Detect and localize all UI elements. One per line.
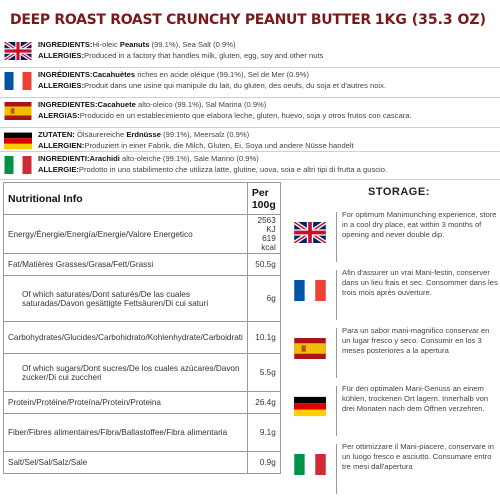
storage-row bbox=[294, 382, 500, 440]
storage-row bbox=[294, 208, 500, 266]
ingredients-prefix: Hi-oleic bbox=[92, 40, 120, 49]
germany-flag-icon bbox=[4, 132, 32, 150]
nutrient-name: Of which sugars/Dont sucres/De los cuales azúcares/Davon zucker/Di cui zuccheri bbox=[4, 354, 248, 392]
main-ingredient: Arachidi bbox=[89, 154, 120, 163]
nutrient-value: 9.1g bbox=[247, 414, 280, 452]
allergies-text: Produziert in einer Fabrik, die Milch, Gluten, Ei, Soya und andere Nüsse handelt bbox=[84, 140, 354, 150]
storage-text: Afin d'assurer un vrai Mani-festin, conserver dans un lieu frais et sec. Consommer dans les trois mois après ouverture. bbox=[342, 268, 498, 297]
nutrient-name: Carbohydrates/Glucides/Carbohidrato/Kohlenhydrate/Carboidrati bbox=[4, 322, 248, 354]
allergies-label: ALLERGIES: bbox=[38, 80, 84, 90]
italy-flag-icon bbox=[294, 454, 326, 475]
nutrient-value: 26.4g bbox=[247, 392, 280, 414]
ingredients-text bbox=[38, 130, 494, 151]
ingredients-row bbox=[0, 98, 500, 128]
nutrition-row bbox=[4, 254, 281, 276]
nutrition-row bbox=[4, 414, 281, 452]
ingredients-text bbox=[38, 40, 494, 61]
ingredients-row bbox=[0, 128, 500, 152]
ingredients-label: INGREDIENTS: bbox=[38, 40, 93, 49]
nutrient-name: Of which saturates/Dont saturés/De las cuales saturadas/Davon gesättigte Fettsäuren/Di cui saturi bbox=[4, 276, 248, 322]
ingredients-label: INGREDIENTI: bbox=[38, 154, 90, 163]
germany-flag-icon bbox=[294, 396, 326, 417]
storage-text: For optimum Manimunching experience, store in a cool dry place, eat within 3 months of opening and never double dip. bbox=[342, 210, 497, 239]
product-title: DEEP ROAST ROAST CRUNCHY PEANUT BUTTER bbox=[10, 12, 371, 28]
ingredients-text bbox=[38, 70, 494, 91]
ingredients-row bbox=[0, 68, 500, 98]
nutrition-header-label: Nutritional Info bbox=[4, 183, 248, 215]
nutrient-value: 2563 KJ 619 kcal bbox=[247, 215, 280, 254]
nutrient-value: 5.5g bbox=[247, 354, 280, 392]
divider bbox=[336, 444, 337, 494]
ingredients-prefix: Ölsäurereiche bbox=[74, 130, 127, 139]
ingredients-label: INGREDIENTES: bbox=[38, 100, 98, 109]
nutrition-table bbox=[3, 182, 281, 474]
nutrition-row bbox=[4, 452, 281, 474]
ingredients-rest: alto-oleico (99.1%), Sal Marina (0.9%) bbox=[135, 100, 267, 109]
italy-flag-icon bbox=[4, 156, 32, 174]
ingredients-rest: (99.1%), Meersalz (0.9%) bbox=[160, 130, 250, 139]
nutrition-header-value: Per 100g bbox=[247, 183, 280, 215]
divider bbox=[336, 328, 337, 378]
ingredients-text bbox=[38, 100, 494, 121]
allergies-text: Producido en un establecimiento que elabora leche, gluten, huevo, soja y otros frutos con cascara. bbox=[79, 110, 412, 120]
header bbox=[0, 0, 500, 38]
divider bbox=[336, 270, 337, 320]
allergies-label: ALERGIAS: bbox=[38, 110, 80, 120]
storage-row bbox=[294, 324, 500, 382]
ingredients-row bbox=[0, 152, 500, 180]
storage-text: Per ottimizzare il Mani-piacere, conservare in un luogo fresco e asciutto. Consumare entro tre mesi dall'apertura bbox=[342, 442, 494, 471]
allergies-label: ALLERGIEN: bbox=[38, 140, 85, 150]
nutrient-value: 6g bbox=[247, 276, 280, 322]
storage-text: Für den optimalen Mani-Genuss an einem kühlen, trockenen Ort lagern. Innerhalb von drei Monaten nach dem Öffnen verzehren. bbox=[342, 384, 489, 413]
main-ingredient: Cacahuètes bbox=[92, 70, 136, 79]
divider bbox=[336, 212, 337, 262]
nutrient-name: Fat/Matières Grasses/Grasa/Fett/Grassi bbox=[4, 254, 248, 276]
allergies-text: Produced in a factory that handles milk, gluten, egg, soy and other nuts bbox=[84, 50, 324, 60]
storage-row bbox=[294, 266, 500, 324]
ingredients-text bbox=[38, 154, 494, 175]
main-ingredient: Cacahuete bbox=[97, 100, 136, 109]
storage-title: STORAGE: bbox=[368, 186, 430, 198]
nutrition-row bbox=[4, 354, 281, 392]
storage-text: Para un sabor mani-magnifico conservar en un lugar fresco y seco. Consumir en los 3 meses posteriores a la apertura bbox=[342, 326, 490, 355]
product-weight: 1KG (35.3 OZ) bbox=[374, 12, 486, 28]
allergies-text: Prodotto in uno stabilimento che utilizza latte, glutine, uova, soia e altri tipi di frutta a guscio. bbox=[78, 164, 388, 174]
france-flag-icon bbox=[4, 72, 32, 90]
nutrient-name: Energy/Énergie/Energía/Energie/Valore Energetico bbox=[4, 215, 248, 254]
nutrient-name: Protein/Protéine/Proteína/Protein/Proteina bbox=[4, 392, 248, 414]
nutrient-value: 0.9g bbox=[247, 452, 280, 474]
ingredients-row bbox=[0, 38, 500, 68]
ingredients-rest: riches en acide oléique (99.1%), Sel de Mer (0.9%) bbox=[135, 70, 309, 79]
spain-flag-icon bbox=[4, 102, 32, 120]
uk-flag-icon bbox=[4, 42, 32, 60]
ingredients-label: INGRÉDIENTS: bbox=[38, 70, 93, 79]
nutrition-row bbox=[4, 215, 281, 254]
ingredients-rest: alto-oleiche (99.1%), Sale Marino (0.9%) bbox=[119, 154, 259, 163]
ingredients-rest: (99.1%), Sea Salt (0.9%) bbox=[149, 40, 236, 49]
storage-row bbox=[294, 440, 500, 498]
allergies-label: ALLERGIES: bbox=[38, 50, 84, 60]
allergies-text: Produit dans une usine qui manipule du lait, du gluten, des oeufs, du soja et d'autres noix. bbox=[84, 80, 387, 90]
nutrient-value: 10.1g bbox=[247, 322, 280, 354]
spain-flag-icon bbox=[294, 338, 326, 359]
divider bbox=[336, 386, 337, 436]
nutrition-row bbox=[4, 276, 281, 322]
allergies-label: ALLERGIE: bbox=[38, 164, 79, 174]
nutrient-name: Fiber/Fibres alimentaires/Fibra/Ballastoffee/Fibra alimentaria bbox=[4, 414, 248, 452]
uk-flag-icon bbox=[294, 222, 326, 243]
nutrient-name: Salt/Sel/Sal/Salz/Sale bbox=[4, 452, 248, 474]
ingredients-label: ZUTATEN: bbox=[38, 130, 75, 139]
nutrition-row bbox=[4, 322, 281, 354]
nutrition-header-row bbox=[4, 183, 281, 215]
main-ingredient: Erdnüsse bbox=[126, 130, 161, 139]
nutrition-row bbox=[4, 392, 281, 414]
main-ingredient: Peanuts bbox=[119, 40, 150, 49]
france-flag-icon bbox=[294, 280, 326, 301]
nutrient-value: 50.5g bbox=[247, 254, 280, 276]
